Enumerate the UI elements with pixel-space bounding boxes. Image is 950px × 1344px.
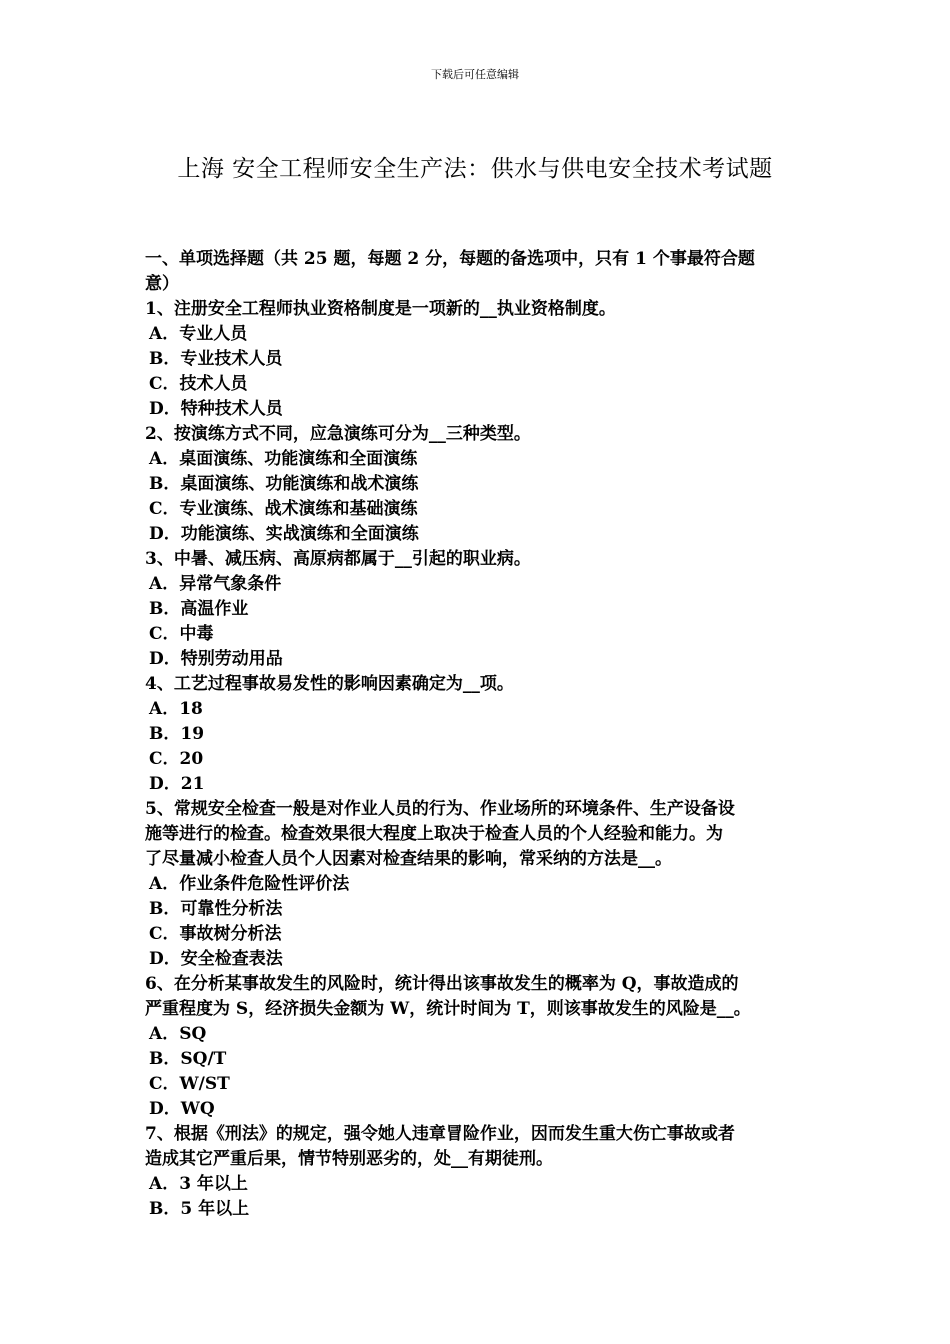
option-a: A．专业人员 xyxy=(149,324,248,344)
question-text-line-2: 严重程度为 S，经济损失金额为 W，统计时间为 T，则该事故发生的风险是__。 xyxy=(145,999,751,1019)
option-d: D．21 xyxy=(149,774,205,794)
question-3 xyxy=(145,547,810,672)
option-b: B．19 xyxy=(149,724,205,744)
option-b: B．可靠性分析法 xyxy=(149,899,283,919)
question-text: 2、按演练方式不同，应急演练可分为__三种类型。 xyxy=(145,424,531,444)
question-text-line-2: 施等进行的检查。检查效果很大程度上取决于检查人员的个人经验和能力。为 xyxy=(145,824,723,844)
option-d: D．功能演练、实战演练和全面演练 xyxy=(149,524,419,544)
question-text-line-1: 5、常规安全检查一般是对作业人员的行为、作业场所的环境条件、生产设备设 xyxy=(145,799,735,819)
question-7 xyxy=(145,1122,810,1222)
question-1 xyxy=(145,297,810,422)
question-text-line-1: 7、根据《刑法》的规定，强令她人违章冒险作业，因而发生重大伤亡事故或者 xyxy=(145,1124,735,1144)
option-c: C．事故树分析法 xyxy=(149,924,282,944)
option-c: C．中毒 xyxy=(149,624,214,644)
option-a: A．3 年以上 xyxy=(149,1174,248,1194)
option-d: D．WQ xyxy=(149,1099,215,1119)
option-c: C．专业演练、战术演练和基础演练 xyxy=(149,499,418,519)
question-text-line-3: 了尽量减小检查人员个人因素对检查结果的影响，常采纳的方法是__。 xyxy=(145,849,672,869)
option-b: B．5 年以上 xyxy=(149,1199,250,1219)
question-5 xyxy=(145,797,810,972)
document-title: 上海 安全工程师安全生产法：供水与供电安全技术考试题 xyxy=(177,156,773,182)
option-c: C．W/ST xyxy=(149,1074,230,1094)
section-heading-line-1: 一、单项选择题（共 25 题，每题 2 分，每题的备选项中，只有 1 个事最符合题 xyxy=(145,249,755,269)
question-text-line-2: 造成其它严重后果，情节特别恶劣的，处__有期徒刑。 xyxy=(145,1149,553,1169)
option-a: A．作业条件危险性评价法 xyxy=(149,874,350,894)
question-text: 4、工艺过程事故易发性的影响因素确定为__项。 xyxy=(145,674,514,694)
question-4 xyxy=(145,672,810,797)
option-d: D．安全检查表法 xyxy=(149,949,283,969)
option-c: C．20 xyxy=(149,749,204,769)
header-note: 下载后可任意编辑 xyxy=(431,68,519,81)
option-d: D．特别劳动用品 xyxy=(149,649,283,669)
option-b: B．SQ/T xyxy=(149,1049,227,1069)
section-heading-line-2: 意） xyxy=(145,274,179,294)
option-a: A．桌面演练、功能演练和全面演练 xyxy=(149,449,418,469)
option-c: C．技术人员 xyxy=(149,374,248,394)
document-body xyxy=(145,247,810,1222)
question-6 xyxy=(145,972,810,1122)
question-text: 1、注册安全工程师执业资格制度是一项新的__执业资格制度。 xyxy=(145,299,616,319)
option-b: B．桌面演练、功能演练和战术演练 xyxy=(149,474,419,494)
question-text-line-1: 6、在分析某事故发生的风险时，统计得出该事故发生的概率为 Q，事故造成的 xyxy=(145,974,739,994)
question-text: 3、中暑、减压病、高原病都属于__引起的职业病。 xyxy=(145,549,531,569)
option-a: A．18 xyxy=(149,699,203,719)
option-a: A．异常气象条件 xyxy=(149,574,282,594)
option-a: A．SQ xyxy=(149,1024,207,1044)
question-2 xyxy=(145,422,810,547)
option-d: D．特种技术人员 xyxy=(149,399,283,419)
option-b: B．高温作业 xyxy=(149,599,249,619)
option-b: B．专业技术人员 xyxy=(149,349,283,369)
